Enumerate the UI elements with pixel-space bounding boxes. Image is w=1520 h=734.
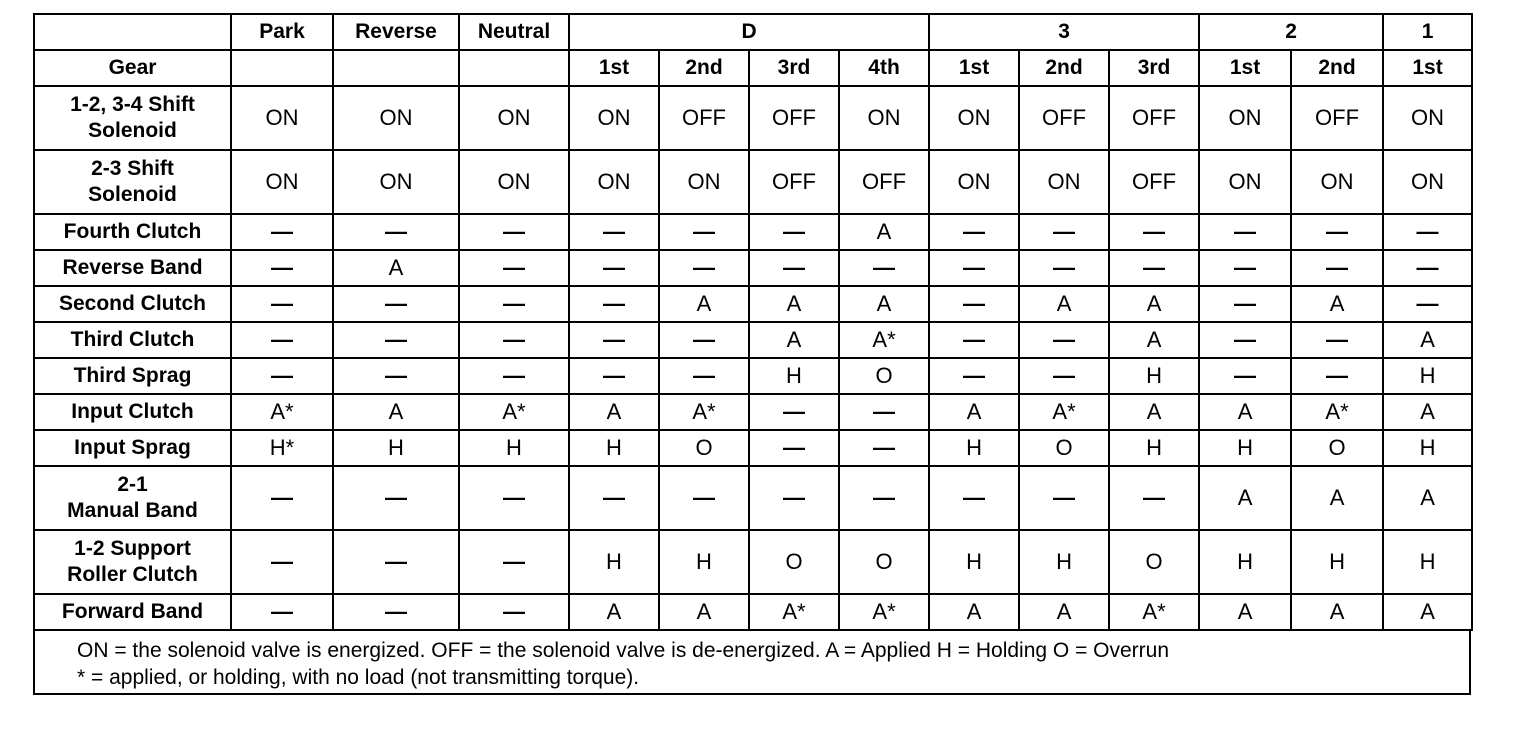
table-cell: ON [929, 86, 1019, 150]
gear-header [333, 50, 459, 86]
table-cell: A [333, 250, 459, 286]
table-cell: OFF [1109, 150, 1199, 214]
table-cell: — [749, 430, 839, 466]
table-cell: — [459, 466, 569, 530]
table-cell: — [333, 594, 459, 630]
table-cell: A* [459, 394, 569, 430]
table-cell: ON [1383, 86, 1472, 150]
table-cell: — [231, 286, 333, 322]
row-label: 1-2 Support Roller Clutch [34, 530, 231, 594]
table-cell: A [1291, 466, 1383, 530]
table-cell: H [1383, 430, 1472, 466]
table-row [34, 250, 1472, 286]
row-label: Input Sprag [34, 430, 231, 466]
table-cell: — [569, 322, 659, 358]
row-label: Fourth Clutch [34, 214, 231, 250]
table-row [34, 358, 1472, 394]
table-cell: A [1383, 466, 1472, 530]
table-row [34, 86, 1472, 150]
table-cell: A* [1109, 594, 1199, 630]
table-cell: — [1109, 250, 1199, 286]
table-cell: O [839, 530, 929, 594]
table-cell: H [749, 358, 839, 394]
row-label: Reverse Band [34, 250, 231, 286]
table-cell: — [1199, 358, 1291, 394]
table-cell: — [333, 286, 459, 322]
table-cell: — [333, 322, 459, 358]
shift-solenoid-table [33, 13, 1471, 695]
table-row [34, 394, 1472, 430]
table-cell: — [659, 358, 749, 394]
table-cell: H [333, 430, 459, 466]
gear-header: 2nd [659, 50, 749, 86]
gear-header: 2nd [1019, 50, 1109, 86]
table-cell: A [1199, 394, 1291, 430]
table-cell: H [1109, 430, 1199, 466]
table-cell: OFF [1291, 86, 1383, 150]
table-cell: H [929, 530, 1019, 594]
gear-row-label: Gear [34, 50, 231, 86]
table-cell: H [1383, 358, 1472, 394]
table-cell: — [1383, 214, 1472, 250]
table-row [34, 214, 1472, 250]
table-cell: H [459, 430, 569, 466]
table-cell: — [459, 286, 569, 322]
table-cell: A [1291, 286, 1383, 322]
table-cell: A* [1019, 394, 1109, 430]
table-cell: — [749, 250, 839, 286]
table-cell: — [749, 214, 839, 250]
table-row [34, 430, 1472, 466]
table-cell: H [1019, 530, 1109, 594]
table-row [34, 594, 1472, 630]
table-cell: — [929, 358, 1019, 394]
table-cell: — [1019, 358, 1109, 394]
table-cell: — [1383, 286, 1472, 322]
gear-header [231, 50, 333, 86]
table-cell: — [569, 214, 659, 250]
table-cell: H [1383, 530, 1472, 594]
gear-header: 1st [1383, 50, 1472, 86]
table-cell: H [1109, 358, 1199, 394]
gear-header: 1st [569, 50, 659, 86]
table-cell: A [569, 394, 659, 430]
table-cell: A [929, 594, 1019, 630]
table-cell: — [231, 250, 333, 286]
corner-cell [34, 14, 231, 50]
table-row [34, 466, 1472, 530]
table-cell: H [659, 530, 749, 594]
range-header: Park [231, 14, 333, 50]
table-cell: — [1291, 358, 1383, 394]
gear-header: 3rd [749, 50, 839, 86]
table-cell: H [1199, 530, 1291, 594]
table-cell: — [929, 250, 1019, 286]
row-label: Forward Band [34, 594, 231, 630]
table-cell: O [1019, 430, 1109, 466]
table-cell: — [231, 358, 333, 394]
table-cell: ON [333, 150, 459, 214]
table-cell: OFF [839, 150, 929, 214]
gear-row [34, 50, 1472, 86]
table-cell: — [929, 466, 1019, 530]
legend [33, 631, 1471, 695]
table-cell: H [1199, 430, 1291, 466]
row-label: 2-1 Manual Band [34, 466, 231, 530]
row-label: Second Clutch [34, 286, 231, 322]
table-cell: — [569, 250, 659, 286]
table-cell: — [839, 430, 929, 466]
table-cell: — [333, 530, 459, 594]
row-label: Third Clutch [34, 322, 231, 358]
gear-header: 1st [1199, 50, 1291, 86]
table-cell: A [749, 322, 839, 358]
table-cell: A [1109, 286, 1199, 322]
table-cell: — [1109, 466, 1199, 530]
table-cell: — [459, 322, 569, 358]
gear-header: 4th [839, 50, 929, 86]
table-cell: ON [929, 150, 1019, 214]
table-cell: A* [1291, 394, 1383, 430]
table-cell: A [1291, 594, 1383, 630]
table-cell: — [231, 214, 333, 250]
gear-header: 3rd [1109, 50, 1199, 86]
table-cell: A [659, 594, 749, 630]
table-cell: O [1109, 530, 1199, 594]
table-cell: A [749, 286, 839, 322]
range-header: Reverse [333, 14, 459, 50]
table-cell: O [839, 358, 929, 394]
table-cell: — [231, 466, 333, 530]
table-cell: A [569, 594, 659, 630]
range-header: Neutral [459, 14, 569, 50]
legend-line-1: ON = the solenoid valve is energized. OFF = the solenoid valve is de-energized. A = Applied H = Holding O = Overrun [77, 639, 1170, 662]
table-cell: — [1291, 250, 1383, 286]
table-cell: — [659, 250, 749, 286]
table-cell: ON [839, 86, 929, 150]
table-cell: — [459, 358, 569, 394]
table-cell: OFF [659, 86, 749, 150]
table-cell: A [1019, 286, 1109, 322]
row-label: Input Clutch [34, 394, 231, 430]
table-cell: ON [231, 86, 333, 150]
component-application-chart [33, 13, 1473, 631]
row-label: 2-3 Shift Solenoid [34, 150, 231, 214]
table-cell: — [569, 358, 659, 394]
legend-line-2: * = applied, or holding, with no load (not transmitting torque). [77, 666, 640, 689]
table-cell: A [659, 286, 749, 322]
range-header: 1 [1383, 14, 1472, 50]
table-cell: — [659, 322, 749, 358]
range-header: 2 [1199, 14, 1383, 50]
table-cell: — [1291, 322, 1383, 358]
table-cell: ON [459, 150, 569, 214]
range-header: D [569, 14, 929, 50]
table-cell: A* [839, 594, 929, 630]
gear-header [459, 50, 569, 86]
table-cell: A [839, 214, 929, 250]
table-cell: — [749, 394, 839, 430]
table-cell: A* [659, 394, 749, 430]
table-cell: A [1199, 594, 1291, 630]
table-cell: — [839, 394, 929, 430]
table-cell: ON [569, 86, 659, 150]
table-cell: O [659, 430, 749, 466]
table-cell: A [1109, 394, 1199, 430]
table-row [34, 530, 1472, 594]
table-cell: H [569, 530, 659, 594]
table-cell: — [569, 466, 659, 530]
table-cell: — [659, 466, 749, 530]
table-cell: — [569, 286, 659, 322]
table-cell: A* [749, 594, 839, 630]
table-cell: H [929, 430, 1019, 466]
table-cell: — [231, 594, 333, 630]
table-cell: — [333, 358, 459, 394]
table-row [34, 322, 1472, 358]
table-cell: — [1019, 322, 1109, 358]
table-cell: A [333, 394, 459, 430]
table-cell: — [459, 250, 569, 286]
table-cell: A [1383, 594, 1472, 630]
table-cell: OFF [1109, 86, 1199, 150]
table-cell: — [1019, 214, 1109, 250]
table-cell: — [1199, 286, 1291, 322]
row-label: Third Sprag [34, 358, 231, 394]
table-cell: H [1291, 530, 1383, 594]
table-cell: — [1199, 250, 1291, 286]
table-cell: ON [1291, 150, 1383, 214]
table-cell: — [1383, 250, 1472, 286]
table-cell: — [231, 530, 333, 594]
table-cell: H* [231, 430, 333, 466]
table-cell: A [839, 286, 929, 322]
table-cell: OFF [1019, 86, 1109, 150]
table-cell: A [1019, 594, 1109, 630]
table-cell: A [929, 394, 1019, 430]
table-row [34, 286, 1472, 322]
gear-header: 1st [929, 50, 1019, 86]
table-cell: — [1199, 214, 1291, 250]
table-cell: ON [569, 150, 659, 214]
table-cell: ON [1019, 150, 1109, 214]
table-cell: — [1019, 250, 1109, 286]
table-cell: H [569, 430, 659, 466]
table-cell: OFF [749, 86, 839, 150]
row-label: 1-2, 3-4 Shift Solenoid [34, 86, 231, 150]
range-header: 3 [929, 14, 1199, 50]
table-cell: ON [1199, 86, 1291, 150]
table-cell: A* [839, 322, 929, 358]
table-cell: — [1199, 322, 1291, 358]
table-cell: ON [1199, 150, 1291, 214]
table-cell: O [749, 530, 839, 594]
table-cell: OFF [749, 150, 839, 214]
table-cell: — [659, 214, 749, 250]
table-cell: ON [459, 86, 569, 150]
table-cell: ON [1383, 150, 1472, 214]
table-cell: A [1383, 322, 1472, 358]
table-cell: — [1109, 214, 1199, 250]
table-cell: ON [231, 150, 333, 214]
table-cell: — [929, 286, 1019, 322]
table-cell: A [1109, 322, 1199, 358]
table-cell: — [1291, 214, 1383, 250]
table-cell: — [839, 250, 929, 286]
table-cell: — [459, 594, 569, 630]
table-cell: — [459, 214, 569, 250]
header-range-row [34, 14, 1472, 50]
table-cell: — [1019, 466, 1109, 530]
table-cell: A [1383, 394, 1472, 430]
table-cell: — [333, 214, 459, 250]
table-cell: O [1291, 430, 1383, 466]
table-cell: — [333, 466, 459, 530]
gear-header: 2nd [1291, 50, 1383, 86]
table-cell: A* [231, 394, 333, 430]
table-cell: — [459, 530, 569, 594]
table-cell: — [929, 214, 1019, 250]
table-cell: A [1199, 466, 1291, 530]
table-cell: — [929, 322, 1019, 358]
table-cell: — [231, 322, 333, 358]
table-cell: ON [333, 86, 459, 150]
table-cell: ON [659, 150, 749, 214]
table-cell: — [749, 466, 839, 530]
table-row [34, 150, 1472, 214]
table-cell: — [839, 466, 929, 530]
